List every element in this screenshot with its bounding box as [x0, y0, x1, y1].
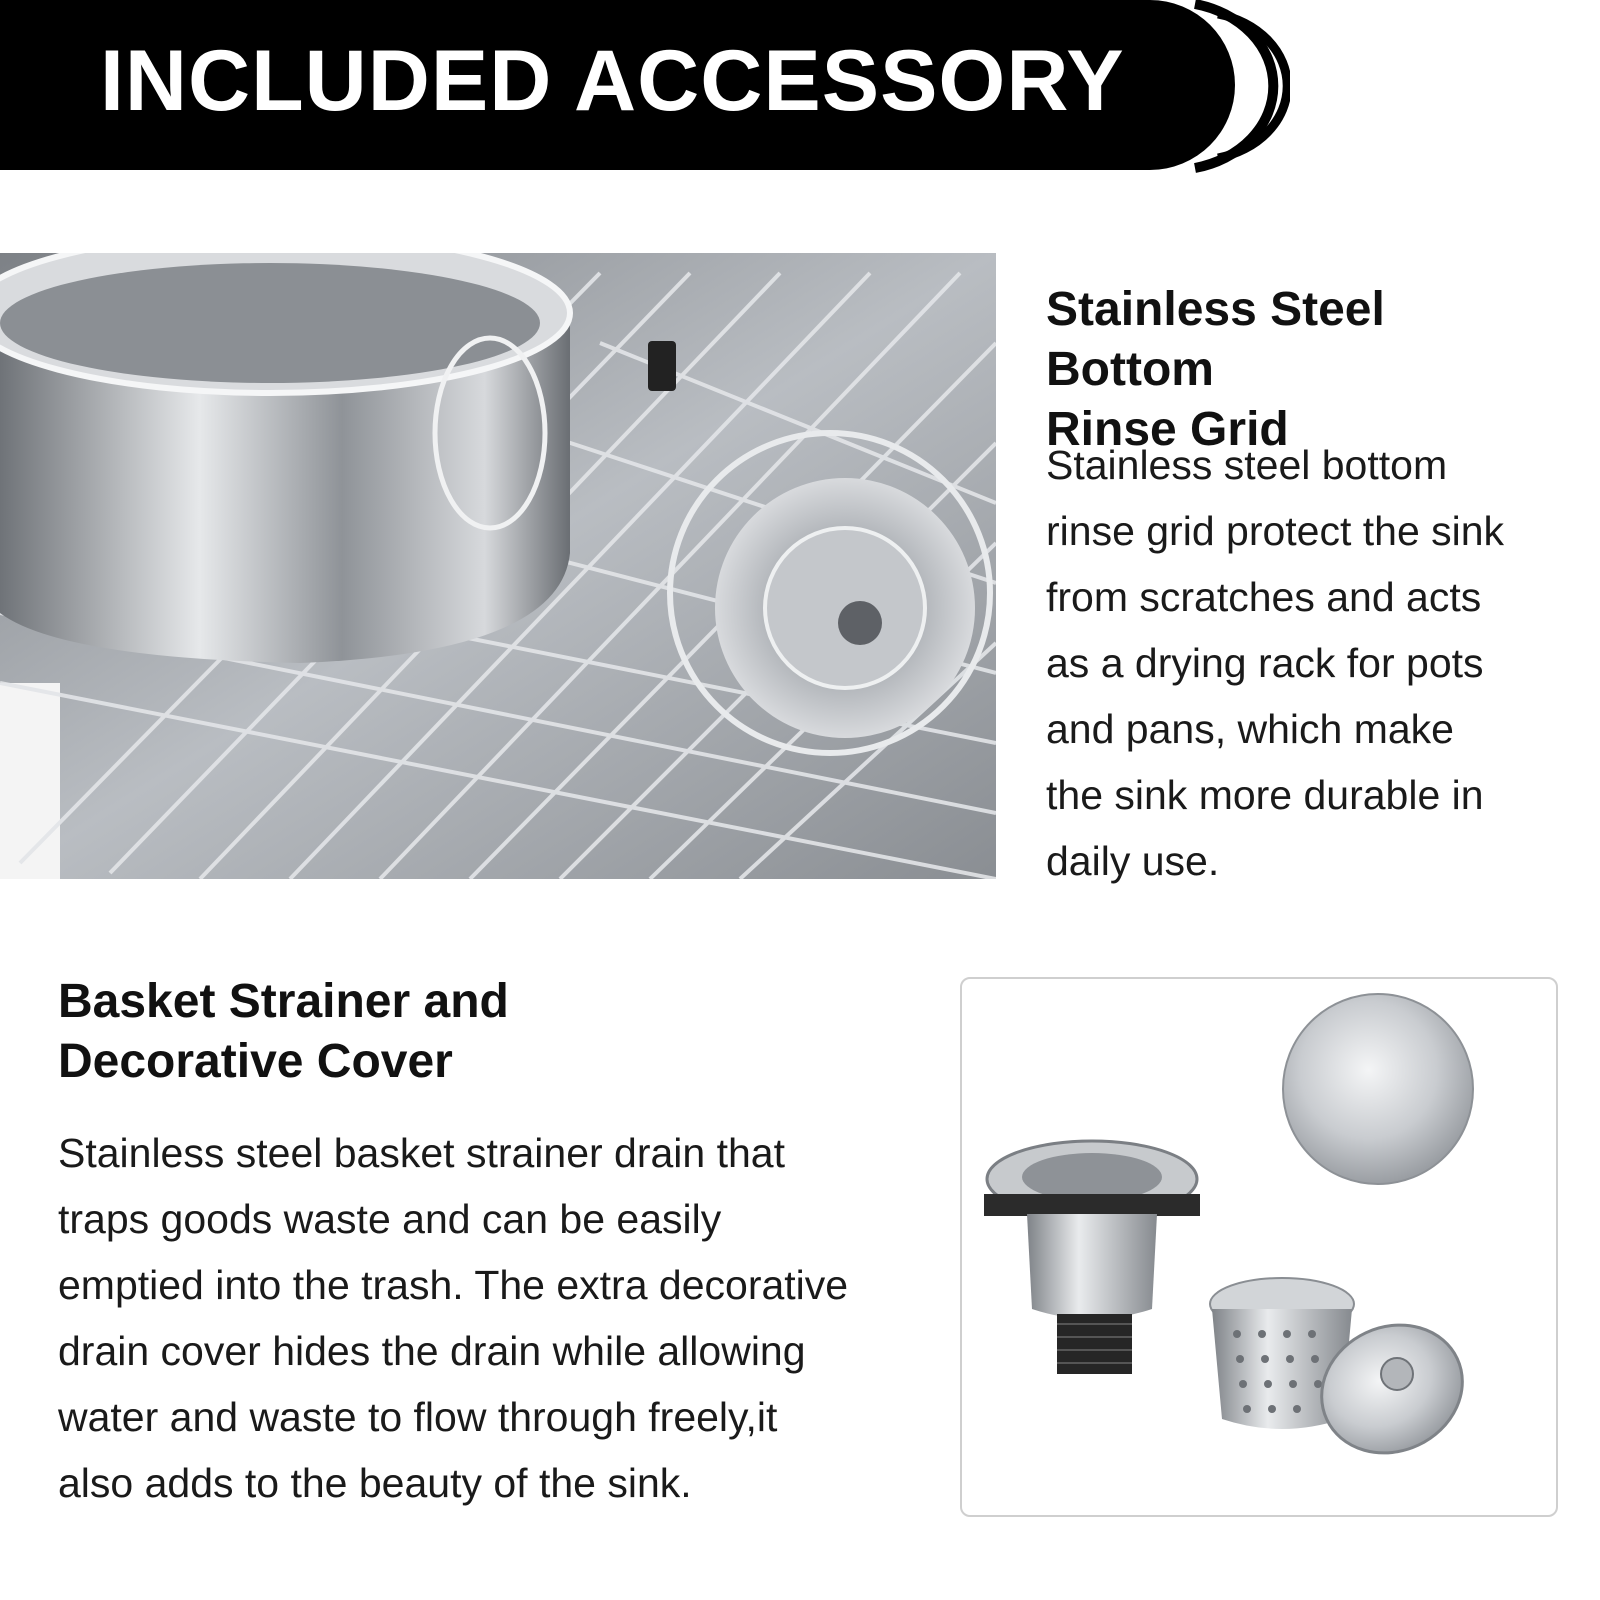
- rinse-grid-description-line: rinse grid protect the sink: [1046, 508, 1505, 554]
- basket-strainer-description-line: emptied into the trash. The extra decorative: [58, 1262, 849, 1308]
- rinse-grid-description-line: and pans, which make: [1046, 706, 1454, 752]
- basket-strainer-description: [58, 1120, 898, 1516]
- rinse-grid-description-line: from scratches and acts: [1046, 574, 1482, 620]
- basket-strainer-description-line: Stainless steel basket strainer drain that: [58, 1130, 785, 1176]
- banner-title: INCLUDED ACCESSORY: [100, 33, 1125, 129]
- rinse-grid-description-line: the sink more durable in: [1046, 772, 1484, 818]
- rinse-grid-photo: [0, 253, 996, 879]
- basket-strainer-description-line: traps goods waste and can be easily: [58, 1196, 722, 1242]
- rinse-grid-title-line: Stainless Steel Bottom: [1046, 283, 1385, 396]
- decorative-cover: [1283, 994, 1473, 1184]
- basket-strainer-description-line: also adds to the beauty of the sink.: [58, 1460, 692, 1506]
- basket-strainer-description-line: drain cover hides the drain while allowing: [58, 1328, 806, 1374]
- rinse-grid-description-line: as a drying rack for pots: [1046, 640, 1484, 686]
- rinse-grid-description-line: Stainless steel bottom: [1046, 442, 1448, 488]
- header-banner: [0, 0, 1290, 175]
- rinse-grid-description: [1046, 432, 1566, 894]
- basket-strainer-product-image: [960, 977, 1558, 1517]
- rinse-grid-description-line: daily use.: [1046, 838, 1220, 884]
- basket-strainer-title: [58, 972, 698, 1092]
- basket-strainer-title-line: Decorative Cover: [58, 1035, 453, 1088]
- strainer-body: [984, 1141, 1200, 1374]
- basket-strainer-description-line: water and waste to flow through freely,it: [58, 1394, 778, 1440]
- rinse-grid-title-line: Rinse Grid: [1046, 403, 1289, 456]
- basket-strainer-title-line: Basket Strainer and: [58, 975, 509, 1028]
